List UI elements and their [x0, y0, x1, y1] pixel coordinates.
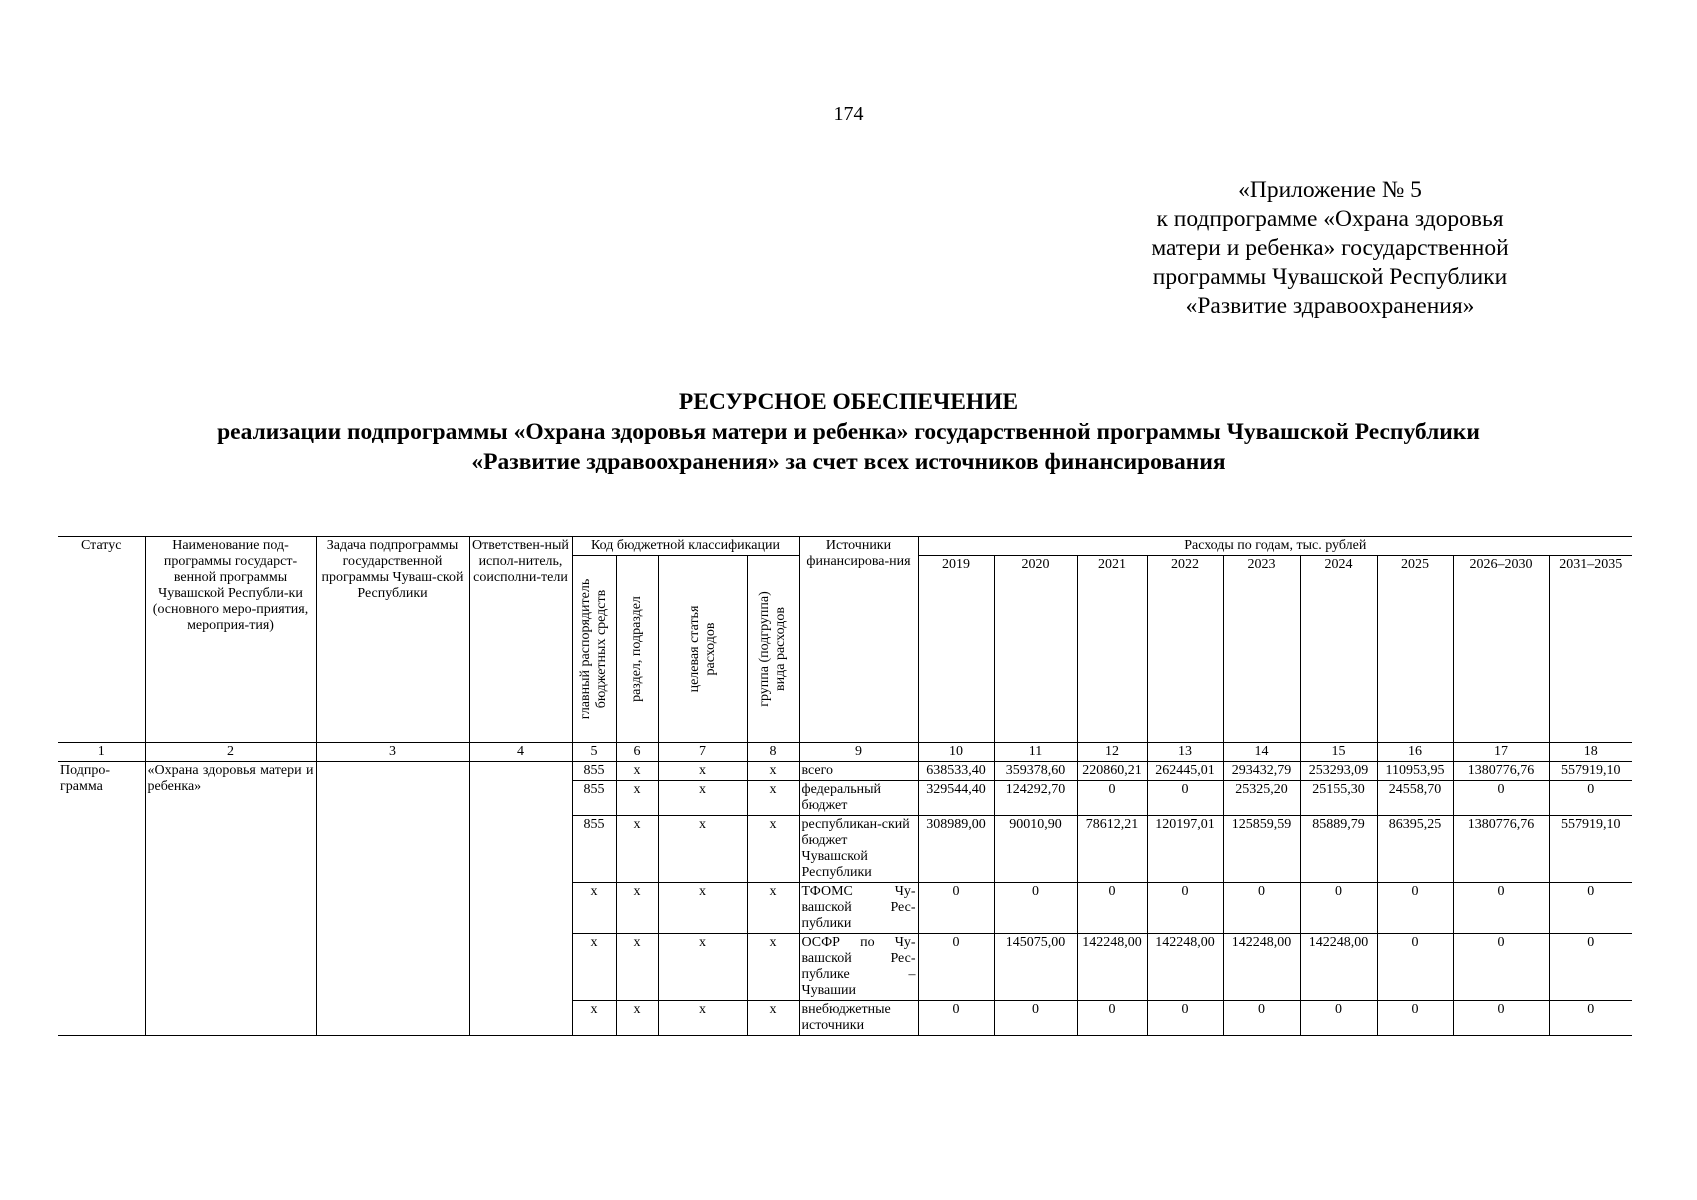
value-cell: 25325,20 [1223, 781, 1300, 816]
header-year: 2026–2030 [1453, 556, 1549, 575]
column-number: 13 [1147, 743, 1223, 762]
column-number: 15 [1300, 743, 1377, 762]
header-responsible: Ответствен-ный испол-нитель, соисполни-тели [469, 537, 572, 743]
value-cell: 253293,09 [1300, 762, 1377, 781]
expense-group-cell: x [747, 762, 799, 781]
value-cell: 124292,70 [994, 781, 1077, 816]
value-cell: 0 [1300, 883, 1377, 934]
target-article-cell: x [658, 1001, 747, 1036]
value-cell: 1380776,76 [1453, 762, 1549, 781]
value-cell: 0 [1549, 781, 1632, 816]
value-cell: 142248,00 [1147, 934, 1223, 1001]
target-article-cell: x [658, 762, 747, 781]
header-year: 2019 [918, 556, 994, 575]
header-year: 2031–2035 [1549, 556, 1632, 575]
target-article-cell: x [658, 934, 747, 1001]
section-cell: x [616, 762, 658, 781]
value-cell: 0 [1077, 781, 1147, 816]
expense-group-cell: x [747, 883, 799, 934]
expense-group-cell: x [747, 816, 799, 883]
value-cell: 125859,59 [1223, 816, 1300, 883]
column-number: 16 [1377, 743, 1453, 762]
subprogram-name-cell: «Охрана здоровья матери и ребенка» [145, 762, 316, 1036]
value-cell: 0 [1453, 934, 1549, 1001]
section-cell: x [616, 883, 658, 934]
column-number: 9 [799, 743, 918, 762]
column-number: 10 [918, 743, 994, 762]
header-name: Наименование под-программы государст-венной программы Чувашской Республи-ки (основного меро-приятия, мероприя-тия) [145, 537, 316, 743]
appendix-line: «Приложение № 5 [1238, 177, 1422, 203]
page-number: 174 [833, 103, 864, 125]
value-cell: 0 [1223, 883, 1300, 934]
value-cell: 110953,95 [1377, 762, 1453, 781]
value-cell: 220860,21 [1077, 762, 1147, 781]
column-number: 17 [1453, 743, 1549, 762]
value-cell: 0 [1453, 1001, 1549, 1036]
value-cell: 78612,21 [1077, 816, 1147, 883]
responsible-cell [469, 762, 572, 1036]
value-cell: 0 [918, 883, 994, 934]
value-cell: 0 [918, 1001, 994, 1036]
target-article-cell: x [658, 781, 747, 816]
resource-table [58, 536, 1632, 1036]
value-cell: 0 [1147, 883, 1223, 934]
value-cell: 145075,00 [994, 934, 1077, 1001]
header-year: 2021 [1077, 556, 1147, 575]
column-numbers-row [58, 743, 1632, 762]
column-number: 7 [658, 743, 747, 762]
column-number: 2 [145, 743, 316, 762]
section-cell: x [616, 816, 658, 883]
document-title [0, 387, 1697, 477]
value-cell: 86395,25 [1377, 816, 1453, 883]
value-cell: 1380776,76 [1453, 816, 1549, 883]
target-article-cell: x [658, 883, 747, 934]
section-cell: x [616, 934, 658, 1001]
header-grbs: главный распорядитель бюджетных средств [572, 556, 616, 743]
grbs-cell: 855 [572, 816, 616, 883]
grbs-cell: x [572, 883, 616, 934]
source-cell: федеральный бюджет [799, 781, 918, 816]
value-cell: 0 [1300, 1001, 1377, 1036]
value-cell: 0 [1077, 1001, 1147, 1036]
header-expenses: Расходы по годам, тыс. рублей [918, 537, 1632, 556]
value-cell: 142248,00 [1223, 934, 1300, 1001]
column-number: 3 [316, 743, 469, 762]
value-cell: 0 [1377, 1001, 1453, 1036]
source-cell: всего [799, 762, 918, 781]
value-cell: 0 [1077, 883, 1147, 934]
column-number: 8 [747, 743, 799, 762]
column-number: 18 [1549, 743, 1632, 762]
grbs-cell: x [572, 1001, 616, 1036]
value-cell: 0 [1453, 883, 1549, 934]
expense-group-cell: x [747, 781, 799, 816]
source-cell: внебюджетные источники [799, 1001, 918, 1036]
title-line-3: «Развитие здравоохранения» за счет всех источников финансирования [471, 449, 1226, 475]
appendix-line: программы Чувашской Республики [1152, 264, 1508, 290]
value-cell: 0 [1223, 1001, 1300, 1036]
column-number: 11 [994, 743, 1077, 762]
task-cell [316, 762, 469, 1036]
column-number: 14 [1223, 743, 1300, 762]
value-cell: 308989,00 [918, 816, 994, 883]
appendix-heading [1140, 176, 1520, 321]
source-cell: ТФОМС Чу-вашской Рес-публики [799, 883, 918, 934]
column-number: 5 [572, 743, 616, 762]
value-cell: 293432,79 [1223, 762, 1300, 781]
column-number: 12 [1077, 743, 1147, 762]
value-cell: 0 [994, 883, 1077, 934]
status-cell: Подпро-грамма [58, 762, 145, 1036]
value-cell: 90010,90 [994, 816, 1077, 883]
section-cell: x [616, 1001, 658, 1036]
value-cell: 0 [1147, 781, 1223, 816]
value-cell: 557919,10 [1549, 762, 1632, 781]
value-cell: 0 [1377, 934, 1453, 1001]
grbs-cell: 855 [572, 762, 616, 781]
value-cell: 359378,60 [994, 762, 1077, 781]
value-cell: 0 [1453, 781, 1549, 816]
table-row [58, 762, 1632, 781]
header-task: Задача подпрограммы государственной программы Чуваш-ской Республики [316, 537, 469, 743]
value-cell: 120197,01 [1147, 816, 1223, 883]
grbs-cell: 855 [572, 781, 616, 816]
source-cell: республикан-ский бюджет Чувашской Республики [799, 816, 918, 883]
header-year: 2022 [1147, 556, 1223, 575]
title-line-1: РЕСУРСНОЕ ОБЕСПЕЧЕНИЕ [678, 389, 1019, 415]
section-cell: x [616, 781, 658, 816]
appendix-line: к подпрограмме «Охрана здоровья [1156, 206, 1504, 232]
grbs-cell: x [572, 934, 616, 1001]
value-cell: 0 [1549, 883, 1632, 934]
column-number: 4 [469, 743, 572, 762]
value-cell: 329544,40 [918, 781, 994, 816]
title-line-2: реализации подпрограммы «Охрана здоровья матери и ребенка» государственной программы Чувашской Республики [217, 419, 1480, 445]
value-cell: 0 [1377, 883, 1453, 934]
header-year: 2024 [1300, 556, 1377, 575]
header-target-article: целевая статья расходов [658, 556, 747, 743]
target-article-cell: x [658, 816, 747, 883]
value-cell: 24558,70 [1377, 781, 1453, 816]
expense-group-cell: x [747, 1001, 799, 1036]
value-cell: 85889,79 [1300, 816, 1377, 883]
column-number: 1 [58, 743, 145, 762]
value-cell: 0 [1549, 1001, 1632, 1036]
value-cell: 0 [1549, 934, 1632, 1001]
header-year: 2020 [994, 556, 1077, 575]
value-cell: 25155,30 [1300, 781, 1377, 816]
value-cell: 262445,01 [1147, 762, 1223, 781]
value-cell: 638533,40 [918, 762, 994, 781]
header-year: 2023 [1223, 556, 1300, 575]
value-cell: 0 [994, 1001, 1077, 1036]
column-number: 6 [616, 743, 658, 762]
header-section: раздел, подраздел [616, 556, 658, 743]
value-cell: 0 [918, 934, 994, 1001]
value-cell: 557919,10 [1549, 816, 1632, 883]
expense-group-cell: x [747, 934, 799, 1001]
appendix-line: матери и ребенка» государственной [1151, 235, 1509, 261]
value-cell: 142248,00 [1077, 934, 1147, 1001]
header-expense-group: группа (подгруппа) вида расходов [747, 556, 799, 743]
header-year: 2025 [1377, 556, 1453, 575]
source-cell: ОСФР по Чу-вашской Рес-публике – Чувашии [799, 934, 918, 1001]
header-kbk: Код бюджетной классификации [572, 537, 799, 556]
header-status: Статус [58, 537, 145, 743]
value-cell: 0 [1147, 1001, 1223, 1036]
header-sources: Источники финансирова-ния [799, 537, 918, 743]
value-cell: 142248,00 [1300, 934, 1377, 1001]
appendix-line: «Развитие здравоохранения» [1185, 293, 1475, 319]
